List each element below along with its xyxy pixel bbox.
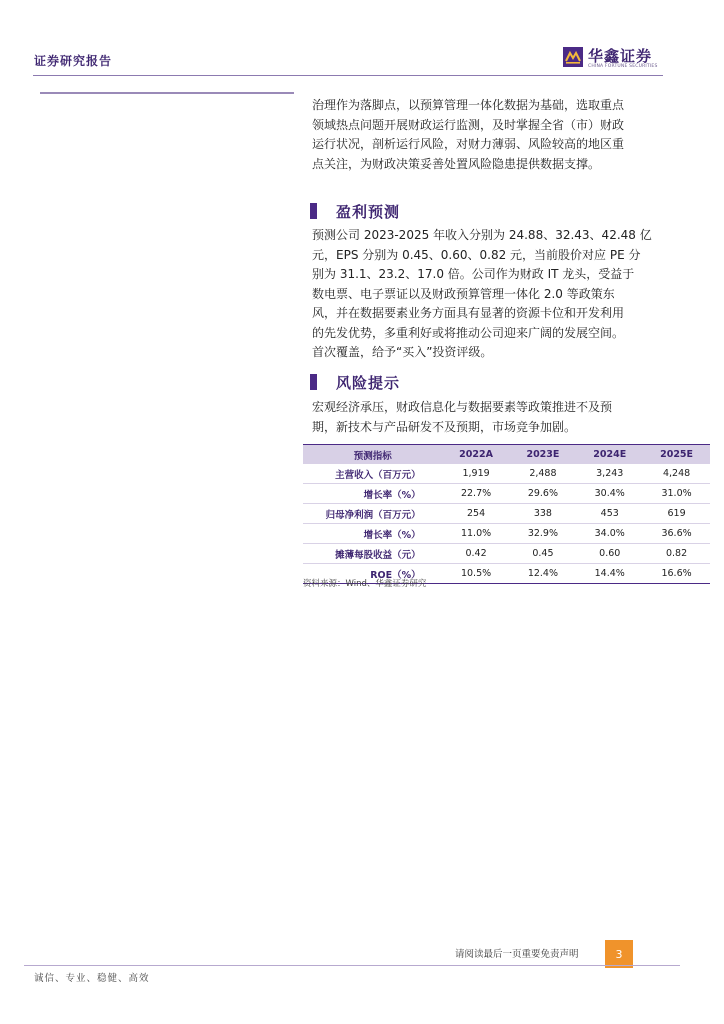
table-cell: 4,248	[643, 464, 710, 484]
table-cell: 29.6%	[510, 484, 577, 504]
disclaimer-note: 请阅读最后一页重要免责声明	[455, 949, 579, 960]
footer-motto: 诚信、专业、稳健、高效	[34, 973, 150, 984]
text-line: 期，新技术与产品研发不及预期，市场竞争加剧。	[312, 419, 577, 434]
table-cell: 338	[510, 504, 577, 524]
table-row	[303, 504, 710, 524]
table-cell: 0.45	[510, 544, 577, 564]
section-marker-icon	[310, 374, 317, 390]
text-line: 运行状况，剖析运行风险，对财力薄弱、风险较高的地区重	[312, 137, 625, 151]
table-row	[303, 484, 710, 504]
forecast-table	[303, 444, 710, 584]
table-cell: 30.4%	[576, 484, 643, 504]
table-cell: 31.0%	[643, 484, 710, 504]
table-cell-metric: 主营收入（百万元）	[303, 464, 443, 484]
table-cell-metric: 增长率（%）	[303, 484, 443, 504]
table-cell: 14.4%	[576, 564, 643, 584]
table-header-cell: 2024E	[576, 445, 643, 465]
brand-subtitle: CHINA FORTUNE SECURITIES	[588, 64, 658, 69]
text-line: 首次覆盖，给予“买入”投资评级。	[312, 345, 493, 359]
brand-logo-icon	[563, 47, 583, 67]
brand-name: 华鑫证券	[588, 47, 653, 65]
text-line: 别为 31.1、23.2、17.0 倍。公司作为财政 IT 龙头，受益于	[312, 267, 635, 281]
table-cell: 16.6%	[643, 564, 710, 584]
table-cell: 12.4%	[510, 564, 577, 584]
table-cell-metric: 增长率（%）	[303, 524, 443, 544]
table-cell: 619	[643, 504, 710, 524]
table-cell: 10.5%	[443, 564, 510, 584]
section-title: 风险提示	[336, 374, 401, 392]
table-header-cell: 2022A	[443, 445, 510, 465]
table-header-row	[303, 445, 710, 465]
table-cell: 32.9%	[510, 524, 577, 544]
risk-warning-paragraph	[312, 398, 710, 437]
text-line: 治理作为落脚点，以预算管理一体化数据为基础，选取重点	[312, 98, 625, 112]
footer-divider	[24, 965, 680, 966]
table-cell: 0.82	[643, 544, 710, 564]
table-header-cell: 预测指标	[303, 445, 443, 465]
table-cell-metric: 归母净利润（百万元）	[303, 504, 443, 524]
intro-paragraph	[312, 96, 710, 174]
section-title: 盈利预测	[336, 203, 401, 221]
sidebar-divider	[40, 92, 294, 94]
table-cell: 1,919	[443, 464, 510, 484]
text-line: 领域热点问题开展财政运行监测，及时掌握全省（市）财政	[312, 117, 625, 132]
table-cell-metric: ROE（%）	[303, 564, 443, 584]
brand-logo	[563, 47, 673, 75]
table-row	[303, 464, 710, 484]
table-header-cell: 2025E	[643, 445, 710, 465]
profit-forecast-paragraph	[312, 226, 710, 363]
table-cell: 0.42	[443, 544, 510, 564]
table-cell: 254	[443, 504, 510, 524]
text-line: 预测公司 2023-2025 年收入分别为 24.88、32.43、42.48 亿	[312, 228, 652, 242]
table-cell: 36.6%	[643, 524, 710, 544]
table-cell: 11.0%	[443, 524, 510, 544]
table-cell: 2,488	[510, 464, 577, 484]
section-marker-icon	[310, 203, 317, 219]
table-cell: 3,243	[576, 464, 643, 484]
table-cell-metric: 摊薄每股收益（元）	[303, 544, 443, 564]
text-line: 的先发优势，多重利好或将推动公司迎来广阔的发展空间。	[312, 325, 625, 340]
page-number-badge: 3	[605, 940, 633, 968]
report-type-label: 证券研究报告	[34, 54, 113, 68]
table-row	[303, 524, 710, 544]
text-line: 点关注，为财政决策妥善处置风险隐患提供数据支撑。	[312, 156, 601, 171]
table-cell: 0.60	[576, 544, 643, 564]
table-source-note: 资料来源：Wind、华鑫证券研究	[303, 579, 427, 589]
text-line: 元，EPS 分别为 0.45、0.60、0.82 元，当前股价对应 PE 分	[312, 247, 641, 262]
table-cell: 453	[576, 504, 643, 524]
text-line: 数电票、电子票证以及财政预算管理一体化 2.0 等政策东	[312, 286, 615, 301]
table-cell: 22.7%	[443, 484, 510, 504]
table-row	[303, 544, 710, 564]
text-line: 宏观经济承压，财政信息化与数据要素等政策推进不及预	[312, 400, 613, 414]
table-header-cell: 2023E	[510, 445, 577, 465]
header-divider	[33, 75, 663, 76]
table-cell: 34.0%	[576, 524, 643, 544]
text-line: 风，并在数据要素业务方面具有显著的资源卡位和开发利用	[312, 306, 625, 320]
